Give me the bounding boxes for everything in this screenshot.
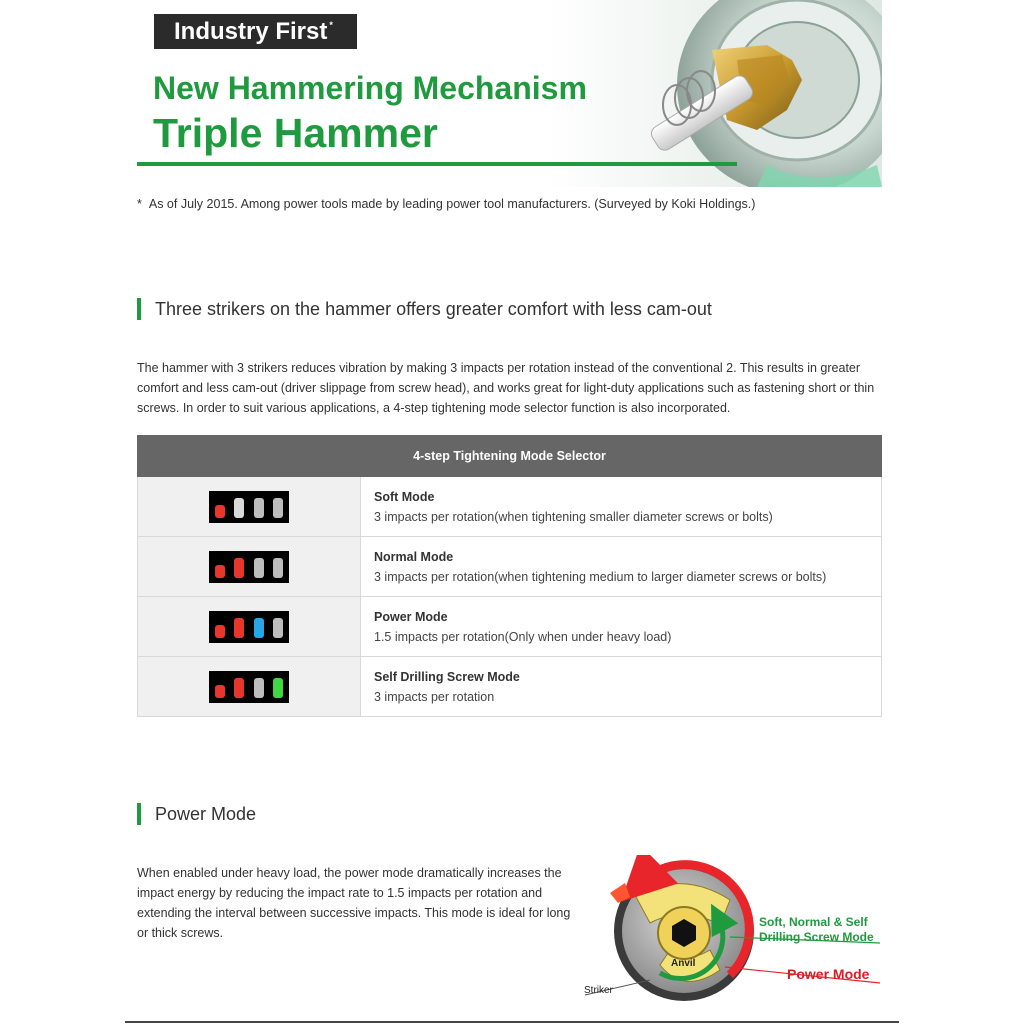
indicator-light xyxy=(234,678,244,698)
mode-indicator-cell xyxy=(138,657,361,717)
mode-indicator-icon xyxy=(209,551,289,583)
mode-description: 3 impacts per rotation xyxy=(374,689,495,704)
indicator-light xyxy=(273,618,283,638)
indicator-light xyxy=(215,625,225,638)
indicator-light xyxy=(254,678,264,698)
headline-subtitle: New Hammering Mechanism xyxy=(153,70,587,106)
indicator-light xyxy=(215,685,225,698)
indicator-light xyxy=(215,565,225,578)
mode-description-cell xyxy=(361,537,882,597)
label-striker: Striker xyxy=(584,985,613,996)
footnote-marker: * xyxy=(137,197,142,211)
mode-description-cell xyxy=(361,657,882,717)
section-heading-strikers: Three strikers on the hammer offers greater comfort with less cam-out xyxy=(137,298,712,320)
indicator-light xyxy=(273,498,283,518)
footnote-text: As of July 2015. Among power tools made by leading power tool manufacturers. (Surveyed by Koki Holdings.) xyxy=(148,197,756,211)
power-mode-diagram xyxy=(580,855,900,1005)
indicator-light xyxy=(234,558,244,578)
indicator-light xyxy=(254,498,264,518)
mode-indicator-icon xyxy=(209,611,289,643)
mode-indicator-cell xyxy=(138,597,361,657)
mode-name: Soft Mode xyxy=(374,489,435,504)
tightening-mode-table xyxy=(137,435,882,717)
mode-name: Normal Mode xyxy=(374,549,454,564)
section-heading-power-mode: Power Mode xyxy=(137,803,256,825)
indicator-light xyxy=(254,558,264,578)
label-soft-normal: Soft, Normal & Self xyxy=(759,915,868,929)
mode-indicator-cell xyxy=(138,537,361,597)
hammer-mechanism-illustration xyxy=(617,0,882,187)
label-power-mode: Power Mode xyxy=(787,966,870,982)
table-row xyxy=(138,657,882,717)
table-row xyxy=(138,477,882,537)
indicator-light xyxy=(234,498,244,518)
banner-accent-line xyxy=(137,162,737,166)
mode-description: 3 impacts per rotation(when tightening medium to larger diameter screws or bolts) xyxy=(374,569,827,584)
footnote xyxy=(137,197,755,211)
indicator-light xyxy=(254,618,264,638)
indicator-light xyxy=(273,558,283,578)
indicator-light xyxy=(273,678,283,698)
mode-description-cell xyxy=(361,597,882,657)
indicator-light xyxy=(215,505,225,518)
section-paragraph-power-mode: When enabled under heavy load, the power mode dramatically increases the impact energy by reducing the impact rate to 1.5 impacts per rotation and extending the interval between successive impacts. This mode is ideal for long or thick screws. xyxy=(137,866,571,940)
mode-indicator-icon xyxy=(209,671,289,703)
section-paragraph-strikers: The hammer with 3 strikers reduces vibration by making 3 impacts per rotation instead of the conventional 2. This results in greater comfort and less cam-out (driver slippage from screw head), and works great for light-duty applications such as fastening short or thin screws. In order to suit various applications, a 4-step tightening mode selector function is also incorporated. xyxy=(137,361,875,415)
hero-banner xyxy=(137,0,882,187)
industry-first-badge xyxy=(154,14,357,49)
badge-text: Industry First xyxy=(174,18,328,45)
mode-indicator-cell xyxy=(138,477,361,537)
mode-description-cell xyxy=(361,477,882,537)
label-anvil: Anvil xyxy=(671,958,696,969)
mode-name: Power Mode xyxy=(374,609,448,624)
mode-indicator-icon xyxy=(209,491,289,523)
badge-footnote-mark: * xyxy=(329,20,333,30)
mode-description: 3 impacts per rotation(when tightening smaller diameter screws or bolts) xyxy=(374,509,773,524)
label-self-drilling: Drilling Screw Mode xyxy=(759,930,874,944)
mode-name: Self Drilling Screw Mode xyxy=(374,669,520,684)
table-header: 4-step Tightening Mode Selector xyxy=(138,436,882,477)
table-row xyxy=(138,597,882,657)
indicator-light xyxy=(234,618,244,638)
table-row xyxy=(138,537,882,597)
page-bottom-divider xyxy=(125,1021,899,1023)
headline-title: Triple Hammer xyxy=(153,110,438,156)
mode-description: 1.5 impacts per rotation(Only when under heavy load) xyxy=(374,629,672,644)
